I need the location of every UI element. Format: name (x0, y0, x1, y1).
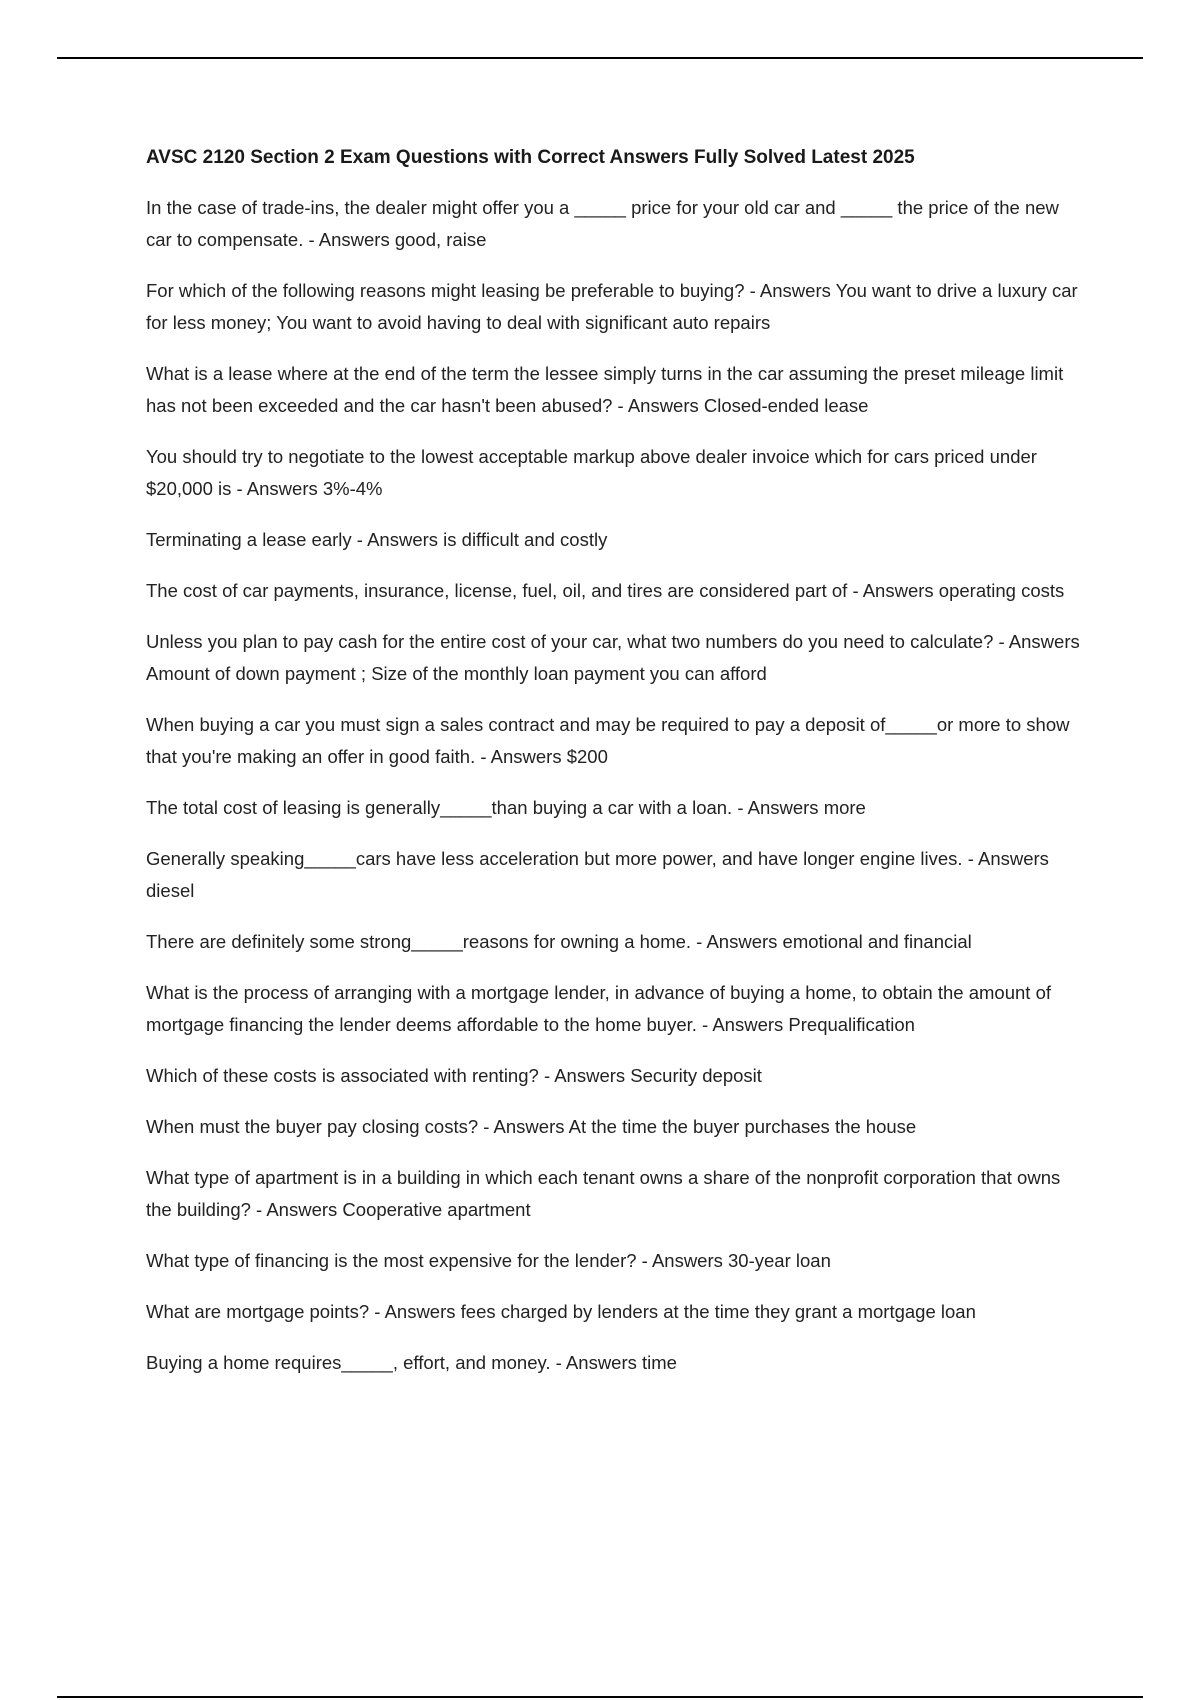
qa-item: The cost of car payments, insurance, license, fuel, oil, and tires are considered part of - Answers operating costs (146, 580, 1065, 601)
document-body (146, 146, 1086, 1398)
qa-item: What is the process of arranging with a mortgage lender, in advance of buying a home, to obtain the amount of mortgage financing the lender deems affordable to the home buyer. - Answers Prequalification (146, 982, 1051, 1035)
footer-rule (57, 1696, 1143, 1698)
qa-item: What type of financing is the most expensive for the lender? - Answers 30-year loan (146, 1250, 831, 1271)
qa-item: What type of apartment is in a building in which each tenant owns a share of the nonprofit corporation that owns the building? - Answers Cooperative apartment (146, 1167, 1061, 1220)
header-rule (57, 57, 1143, 59)
qa-item: The total cost of leasing is generally_____than buying a car with a loan. - Answers more (146, 797, 866, 818)
qa-item: Generally speaking_____cars have less acceleration but more power, and have longer engine lives. - Answers diesel (146, 848, 1049, 901)
qa-item: What are mortgage points? - Answers fees charged by lenders at the time they grant a mortgage loan (146, 1301, 976, 1322)
qa-item: In the case of trade-ins, the dealer might offer you a _____ price for your old car and _____ the price of the new car to compensate. - Answers good, raise (146, 197, 1059, 250)
qa-item: What is a lease where at the end of the term the lessee simply turns in the car assuming the preset mileage limit has not been exceeded and the car hasn't been abused? - Answers Closed-ended lease (146, 363, 1064, 416)
qa-item: Terminating a lease early - Answers is difficult and costly (146, 529, 608, 550)
qa-item: You should try to negotiate to the lowest acceptable markup above dealer invoice which for cars priced under $20,000 is - Answers 3%-4% (146, 446, 1037, 499)
qa-item: When must the buyer pay closing costs? - Answers At the time the buyer purchases the house (146, 1116, 917, 1137)
qa-item: Buying a home requires_____, effort, and money. - Answers time (146, 1352, 677, 1373)
qa-item: Unless you plan to pay cash for the entire cost of your car, what two numbers do you need to calculate? - Answers Amount of down payment ; Size of the monthly loan payment you can afford (146, 631, 1080, 684)
qa-item: When buying a car you must sign a sales contract and may be required to pay a deposit of_____or more to show that you're making an offer in good faith. - Answers $200 (146, 714, 1070, 767)
qa-item: There are definitely some strong_____reasons for owning a home. - Answers emotional and financial (146, 931, 972, 952)
qa-item: Which of these costs is associated with renting? - Answers Security deposit (146, 1065, 762, 1086)
qa-item: For which of the following reasons might leasing be preferable to buying? - Answers You want to drive a luxury car for less money; You want to avoid having to deal with significant auto repairs (146, 280, 1078, 333)
document-title: AVSC 2120 Section 2 Exam Questions with Correct Answers Fully Solved Latest 2025 (146, 147, 915, 168)
